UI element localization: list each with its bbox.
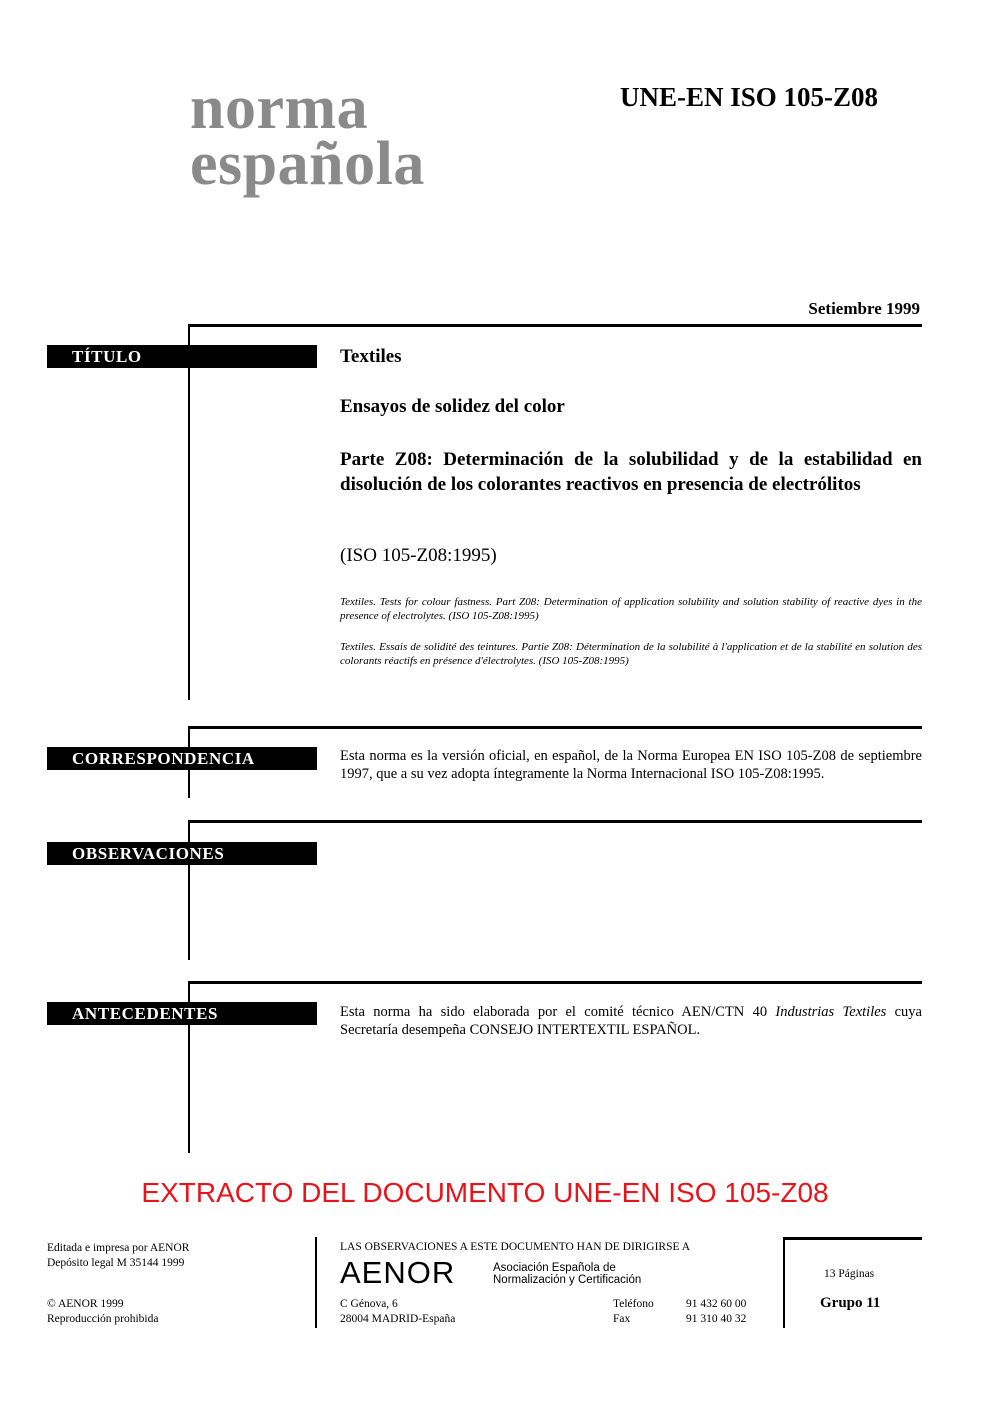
page-count: 13 Páginas (824, 1268, 875, 1280)
section-divider (188, 324, 922, 327)
aenor-full-name (493, 1262, 641, 1286)
title-line-3: Parte Z08: Determinación de la solubilidad y de la estabilidad en disolución de los colorantes reactivos en presencia de electrólitos (340, 449, 922, 495)
fax-number: 91 310 40 32 (686, 1313, 747, 1325)
title-line-2: Ensayos de solidez del color (340, 396, 565, 417)
antecedentes-text (340, 1003, 922, 1039)
aenor-sub-2: Normalización y Certificación (493, 1274, 642, 1286)
label-observaciones: OBSERVACIONES (47, 842, 317, 865)
title-french: Textiles. Essais de solidité des teintures. Partie Z08: Détermination de la solubilité à l'application et de la stabilité en solution des colorants réactifs en présence d'électrolytes. (ISO 105-Z08:1995) (340, 641, 922, 667)
committee-name: Industrias Textiles (775, 1004, 887, 1020)
section-divider (188, 820, 922, 823)
aenor-sub-1: Asociación Española de (493, 1262, 616, 1274)
brand-line-1: norma (190, 74, 369, 142)
footer-copyright: © AENOR 1999 (47, 1298, 124, 1310)
correspondencia-text: Esta norma es la versión oficial, en español, de la Norma Europea EN ISO 105-Z08 de septiembre 1997, que a su vez adopta íntegramente la Norma Internacional ISO 105-Z08:1995. (340, 748, 922, 782)
footer-edited: Editada e impresa por AENOR (47, 1242, 190, 1254)
section-divider (188, 726, 922, 729)
footer-contact-values (686, 1297, 746, 1327)
title-english: Textiles. Tests for colour fastness. Part Z08: Determination of application solubility and solution stability of reactive dyes in the presence of electrolytes. (ISO 105-Z08:1995) (340, 596, 922, 622)
footer-edition (47, 1241, 189, 1271)
footer-box-rule (783, 1237, 785, 1328)
title-line-1: Textiles (340, 346, 402, 367)
footer-address (340, 1297, 455, 1327)
footer-deposit: Depósito legal M 35144 1999 (47, 1257, 185, 1269)
section-divider (188, 981, 922, 984)
address-line-1: C Génova, 6 (340, 1298, 398, 1310)
label-correspondencia: CORRESPONDENCIA (47, 747, 317, 770)
section-rule (188, 324, 190, 700)
address-line-2: 28004 MADRID-España (340, 1313, 456, 1325)
antecedentes-text-part-1: Esta norma ha sido elaborada por el comité técnico AEN/CTN 40 (340, 1004, 776, 1020)
brand-line-2: española (190, 130, 425, 198)
footer-reproduction: Reproducción prohibida (47, 1313, 159, 1325)
footer-copyright-block (47, 1297, 158, 1327)
iso-reference: (ISO 105-Z08:1995) (340, 545, 497, 566)
footer-rule (315, 1237, 317, 1328)
section-rule (188, 820, 190, 960)
extract-notice: EXTRACTO DEL DOCUMENTO UNE-EN ISO 105-Z08 (141, 1177, 829, 1208)
label-antecedentes: ANTECEDENTES (47, 1002, 317, 1025)
phone-label: Teléfono (613, 1298, 654, 1310)
phone-number: 91 432 60 00 (686, 1298, 747, 1310)
antecedentes-text-part-2: cuya Secretaría desempeña CONSEJO INTERTEXTIL ESPAÑOL. (340, 1004, 922, 1038)
footer-box-top (783, 1237, 922, 1240)
price-group: Grupo 11 (820, 1295, 881, 1311)
publication-date: Setiembre 1999 (808, 299, 920, 318)
footer-observations-to: LAS OBSERVACIONES A ESTE DOCUMENTO HAN DE DIRIGIRSE A (340, 1241, 691, 1253)
aenor-logo: AENOR (340, 1255, 456, 1290)
brand-title (190, 74, 425, 198)
footer-contact-labels (613, 1297, 654, 1327)
standard-code: UNE-EN ISO 105-Z08 (620, 82, 879, 112)
fax-label: Fax (613, 1313, 631, 1325)
label-titulo: TÍTULO (47, 345, 317, 368)
